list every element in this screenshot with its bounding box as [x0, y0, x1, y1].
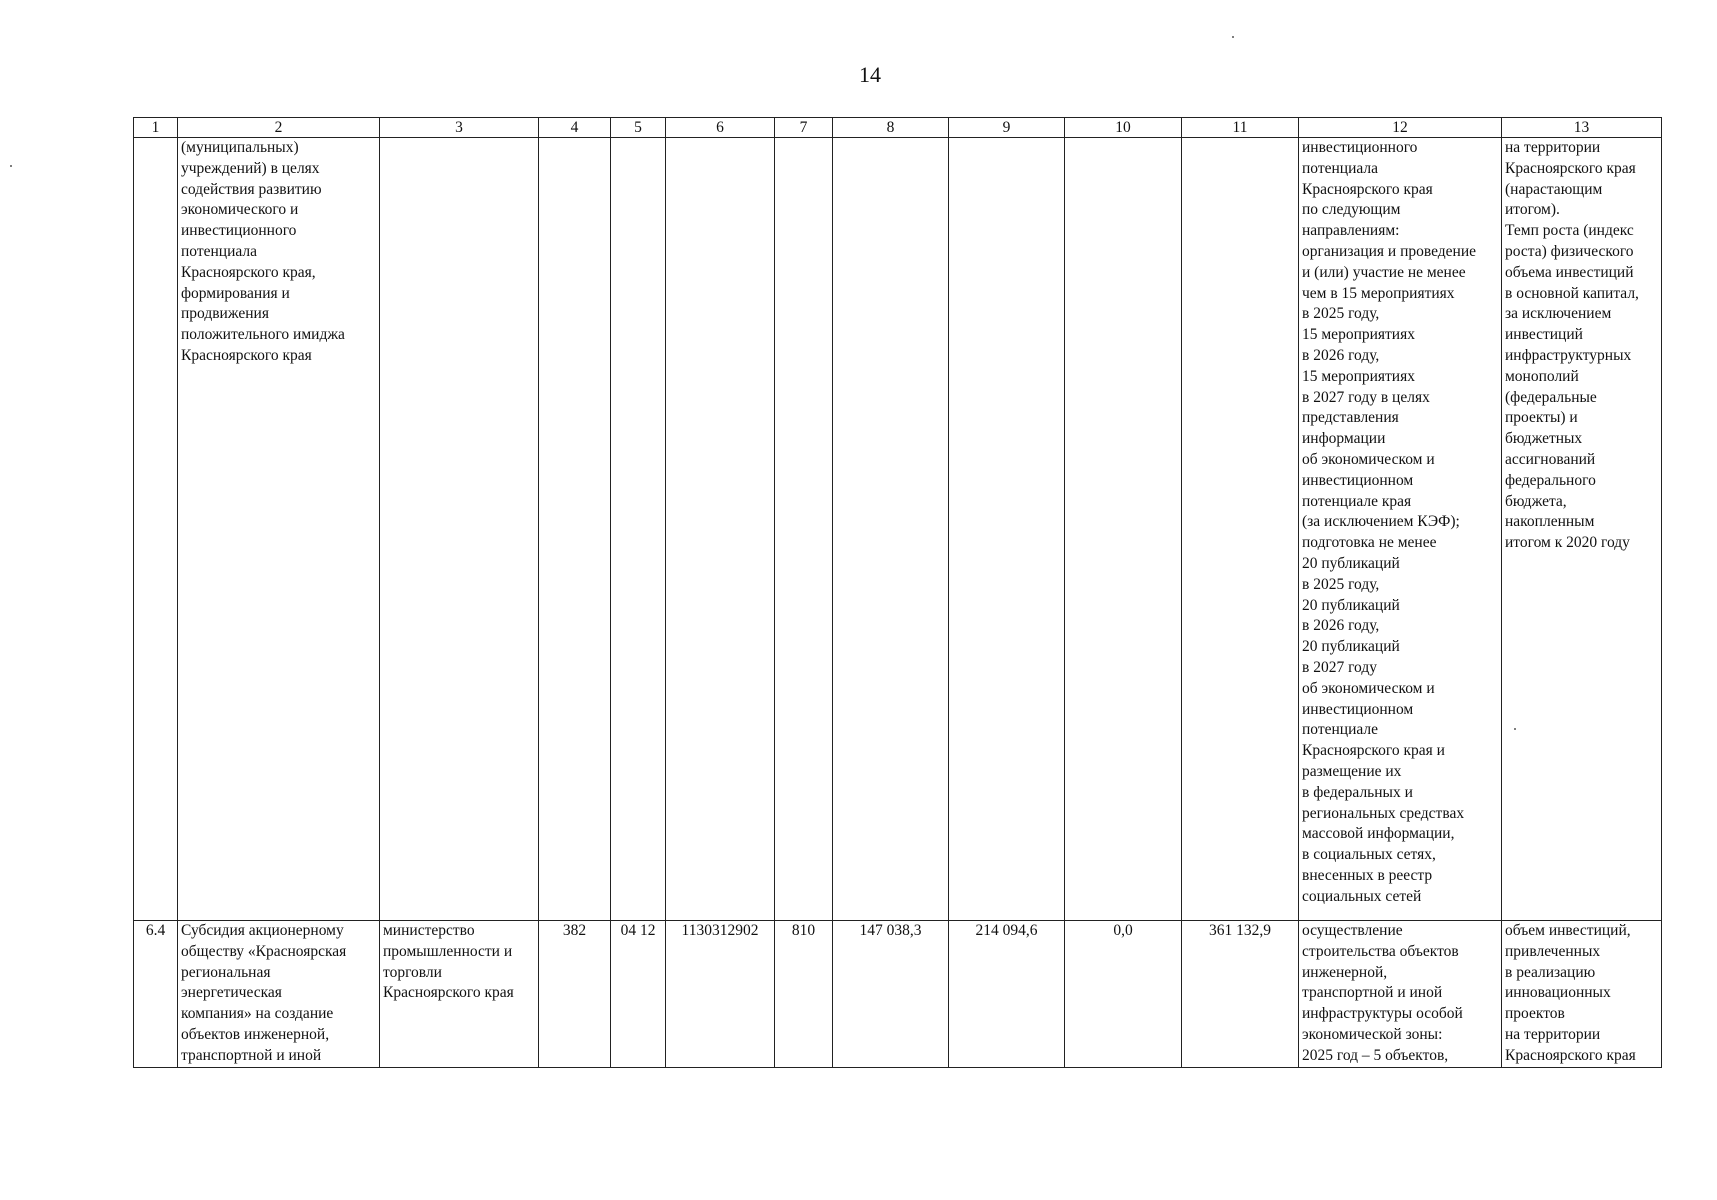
measure-name: (муниципальных) учреждений) в целях содействия развитию экономического и инвестиционного потенциала Красноярского края, формирования и продвижения положительного имиджа Красноярского края	[178, 138, 380, 921]
row-number	[134, 138, 178, 921]
measure-name: Субсидия акционерному обществу «Красноярская региональная энергетическая компания» на создание объектов инженерной, транспортной и иной	[178, 921, 380, 1068]
scan-speck	[1514, 728, 1516, 730]
code-grbs	[539, 138, 611, 921]
column-header: 13	[1502, 118, 1662, 138]
column-header: 3	[380, 118, 539, 138]
column-header: 5	[611, 118, 666, 138]
budget-table	[133, 117, 1662, 1068]
code-grbs: 382	[539, 921, 611, 1068]
responsible-body	[380, 138, 539, 921]
scan-speck	[10, 165, 12, 167]
column-header: 6	[666, 118, 775, 138]
amount-total: 361 132,9	[1182, 921, 1299, 1068]
expected-result: инвестиционного потенциала Красноярского края по следующим направлениям: организация и проведение и (или) участие не менее чем в 15 мероприятиях в 2025 году, 15 мероприятиях в 2026 году, 15 мероприятиях в 2027 году в целях представления информации об экономическом и инвестиционном потенциале края (за исключением КЭФ); подготовка не менее 20 публикаций в 2025 году, 20 публикаций в 2026 году, 20 публикаций в 2027 году об экономическом и инвестиционном потенциале Красноярского края и размещение их в федеральных и региональных средствах массовой информации, в социальных сетях, внесенных в реестр социальных сетей	[1299, 138, 1502, 921]
amount-2027: 0,0	[1065, 921, 1182, 1068]
amount-2025	[833, 138, 949, 921]
code-expense-type: 810	[775, 921, 833, 1068]
indicator: на территории Красноярского края (нарастающим итогом). Темп роста (индекс роста) физического объема инвестиций в основной капитал, за исключением инвестиций инфраструктурных монополий (федеральные проекты) и бюджетных ассигнований федерального бюджета, накопленным итогом к 2020 году	[1502, 138, 1662, 921]
amount-2026: 214 094,6	[949, 921, 1065, 1068]
code-section	[611, 138, 666, 921]
expected-result: осуществление строительства объектов инженерной, транспортной и иной инфраструктуры особой экономической зоны: 2025 год – 5 объектов,	[1299, 921, 1502, 1068]
row-number: 6.4	[134, 921, 178, 1068]
table-row	[134, 921, 1662, 1068]
column-header: 10	[1065, 118, 1182, 138]
scan-speck	[1232, 36, 1234, 38]
column-header: 2	[178, 118, 380, 138]
indicator: объем инвестиций, привлеченных в реализацию инновационных проектов на территории Красноярского края	[1502, 921, 1662, 1068]
amount-2026	[949, 138, 1065, 921]
column-header: 1	[134, 118, 178, 138]
column-header: 8	[833, 118, 949, 138]
code-expense-type	[775, 138, 833, 921]
column-header: 12	[1299, 118, 1502, 138]
column-number-row	[134, 118, 1662, 138]
amount-2025: 147 038,3	[833, 921, 949, 1068]
page-number: 14	[859, 62, 881, 87]
column-header: 7	[775, 118, 833, 138]
amount-2027	[1065, 138, 1182, 921]
column-header: 4	[539, 118, 611, 138]
responsible-body: министерство промышленности и торговли Красноярского края	[380, 921, 539, 1068]
code-target-article	[666, 138, 775, 921]
table-row	[134, 138, 1662, 921]
code-section: 04 12	[611, 921, 666, 1068]
amount-total	[1182, 138, 1299, 921]
code-target-article: 1130312902	[666, 921, 775, 1068]
column-header: 11	[1182, 118, 1299, 138]
column-header: 9	[949, 118, 1065, 138]
